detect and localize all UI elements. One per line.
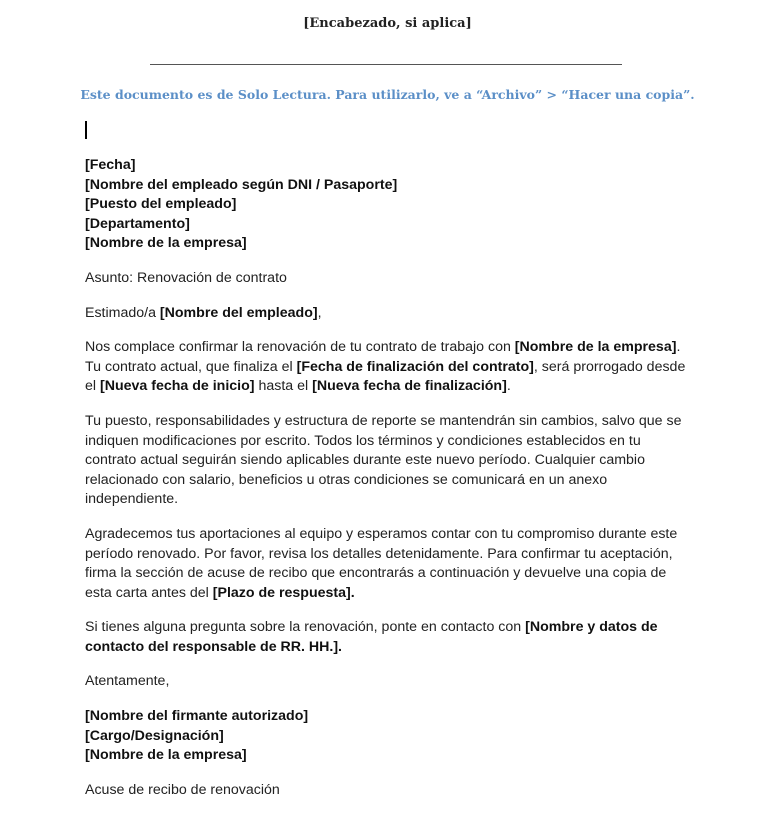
para1-text-1: Nos complace confirmar la renovación de tu contrato de trabajo con bbox=[85, 339, 515, 356]
company-placeholder: [Nombre de la empresa] bbox=[85, 235, 247, 252]
para3-text-1: Agradecemos tus aportaciones al equipo y esperamos contar con tu compromiso durante este período renovado. Por favor, revisa los detalles detenidamente. Para confirmar tu aceptación, firma la sección de acuse de recibo que encontrarás a continuación y devuelve una copia de esta carta antes del bbox=[85, 525, 678, 601]
para4-text-1: Si tienes alguna pregunta sobre la renovación, ponte en contacto con bbox=[85, 619, 526, 636]
header-divider bbox=[150, 64, 622, 65]
paragraph-acceptance bbox=[85, 525, 690, 603]
para1-new-end: [Nueva fecha de finalización] bbox=[312, 378, 507, 395]
para1-end-date: [Fecha de finalización del contrato] bbox=[296, 358, 534, 375]
department-placeholder: [Departamento] bbox=[85, 215, 190, 232]
greeting-suffix: , bbox=[317, 304, 322, 321]
signer-company-placeholder: [Nombre de la empresa] bbox=[85, 747, 247, 764]
para1-company: [Nombre de la empresa] bbox=[514, 339, 677, 356]
subject-line: Asunto: Renovación de contrato bbox=[85, 269, 287, 286]
para4-hr-contact: [Nombre y datos de contacto del responsable de RR. HH.]. bbox=[85, 619, 658, 655]
greeting-name: [Nombre del empleado] bbox=[159, 304, 318, 321]
para1-text-3: , será prorrogado desde el bbox=[85, 358, 686, 395]
greeting-line bbox=[85, 304, 690, 324]
signer-placeholder: [Nombre del firmante autorizado] bbox=[85, 708, 309, 725]
acknowledgement-heading: Acuse de recibo de renovación bbox=[85, 781, 280, 798]
recipient-block bbox=[85, 156, 690, 254]
letter-body[interactable] bbox=[85, 156, 690, 815]
employee-name-placeholder: [Nombre del empleado según DNI / Pasaporte] bbox=[85, 176, 398, 193]
para1-new-start: [Nueva fecha de inicio] bbox=[99, 378, 255, 395]
date-placeholder: [Fecha] bbox=[85, 157, 136, 173]
position-placeholder: [Puesto del empleado] bbox=[85, 196, 237, 213]
closing-line: Atentamente, bbox=[85, 673, 170, 690]
para1-text-2: . Tu contrato actual, que finaliza el bbox=[85, 339, 681, 375]
para1-text-4: hasta el bbox=[254, 378, 313, 395]
read-only-notice: Este documento es de Solo Lectura. Para utilizarlo, ve a “Archivo” > “Hacer una copia”. bbox=[80, 87, 695, 102]
document-header: [Encabezado, si aplica] bbox=[303, 16, 472, 31]
text-cursor bbox=[85, 121, 87, 139]
para3-deadline: [Plazo de respuesta]. bbox=[212, 584, 355, 601]
greeting-prefix: Estimado/a bbox=[85, 304, 160, 321]
paragraph-renewal bbox=[85, 338, 690, 397]
paragraph-terms: Tu puesto, responsabilidades y estructura de reporte se mantendrán sin cambios, salvo que se indiquen modificaciones por escrito. Todos los términos y condiciones establecidos en tu contrato actual seguirán siendo aplicables durante este nuevo período. Cualquier cambio relacionado con salario, beneficios u otras condiciones se comunicará en un anexo independiente. bbox=[85, 412, 682, 508]
para1-text-5: . bbox=[506, 378, 511, 395]
paragraph-contact bbox=[85, 618, 690, 657]
signer-title-placeholder: [Cargo/Designación] bbox=[85, 727, 224, 744]
signature-block bbox=[85, 707, 690, 766]
